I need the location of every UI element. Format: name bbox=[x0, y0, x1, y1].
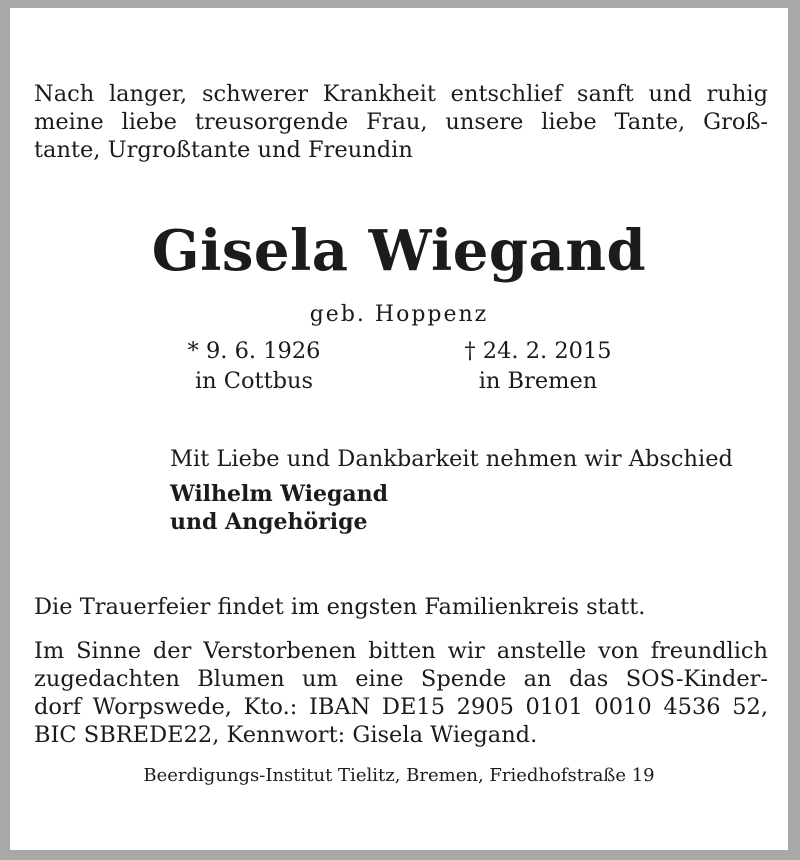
funeral-home-footer: Beerdigungs-Institut Tielitz, Bremen, Friedhofstraße 19 bbox=[143, 765, 655, 786]
donation-line: dorf Worpswede, Kto.: IBAN DE15 2905 0101 0010 4536 52, bbox=[34, 694, 768, 720]
obituary-notice bbox=[10, 8, 788, 850]
signers bbox=[170, 480, 388, 536]
death-date: † 24. 2. 2015 bbox=[464, 338, 612, 364]
donation-text bbox=[34, 637, 768, 749]
deceased-name: Gisela Wiegand bbox=[151, 218, 647, 284]
intro-line: tante, Urgroßtante und Freundin bbox=[34, 137, 413, 163]
donation-line: BIC SBREDE22, Kennwort: Gisela Wiegand. bbox=[34, 722, 538, 748]
donation-line: Im Sinne der Verstorbenen bitten wir anstelle von freundlich bbox=[34, 638, 768, 664]
signer-name: Wilhelm Wiegand bbox=[170, 481, 389, 507]
ceremony-text: Die Trauerfeier findet im engsten Familienkreis statt. bbox=[34, 594, 646, 620]
maiden-name: geb. Hoppenz bbox=[309, 302, 489, 327]
signer-name: und Angehörige bbox=[170, 509, 368, 535]
intro-line: meine liebe treusorgende Frau, unsere liebe Tante, Groß- bbox=[34, 109, 768, 135]
donation-line: zugedachten Blumen um eine Spende an das SOS-Kinder- bbox=[34, 666, 768, 692]
farewell-text: Mit Liebe und Dankbarkeit nehmen wir Abschied bbox=[170, 446, 733, 472]
birth-place: in Cottbus bbox=[194, 368, 314, 394]
death-info bbox=[418, 336, 658, 396]
birth-info bbox=[134, 336, 374, 396]
intro-line: Nach langer, schwerer Krankheit entschlief sanft und ruhig bbox=[34, 81, 768, 107]
intro-text bbox=[34, 80, 768, 164]
birth-date: * 9. 6. 1926 bbox=[187, 338, 321, 364]
death-place: in Bremen bbox=[478, 368, 598, 394]
